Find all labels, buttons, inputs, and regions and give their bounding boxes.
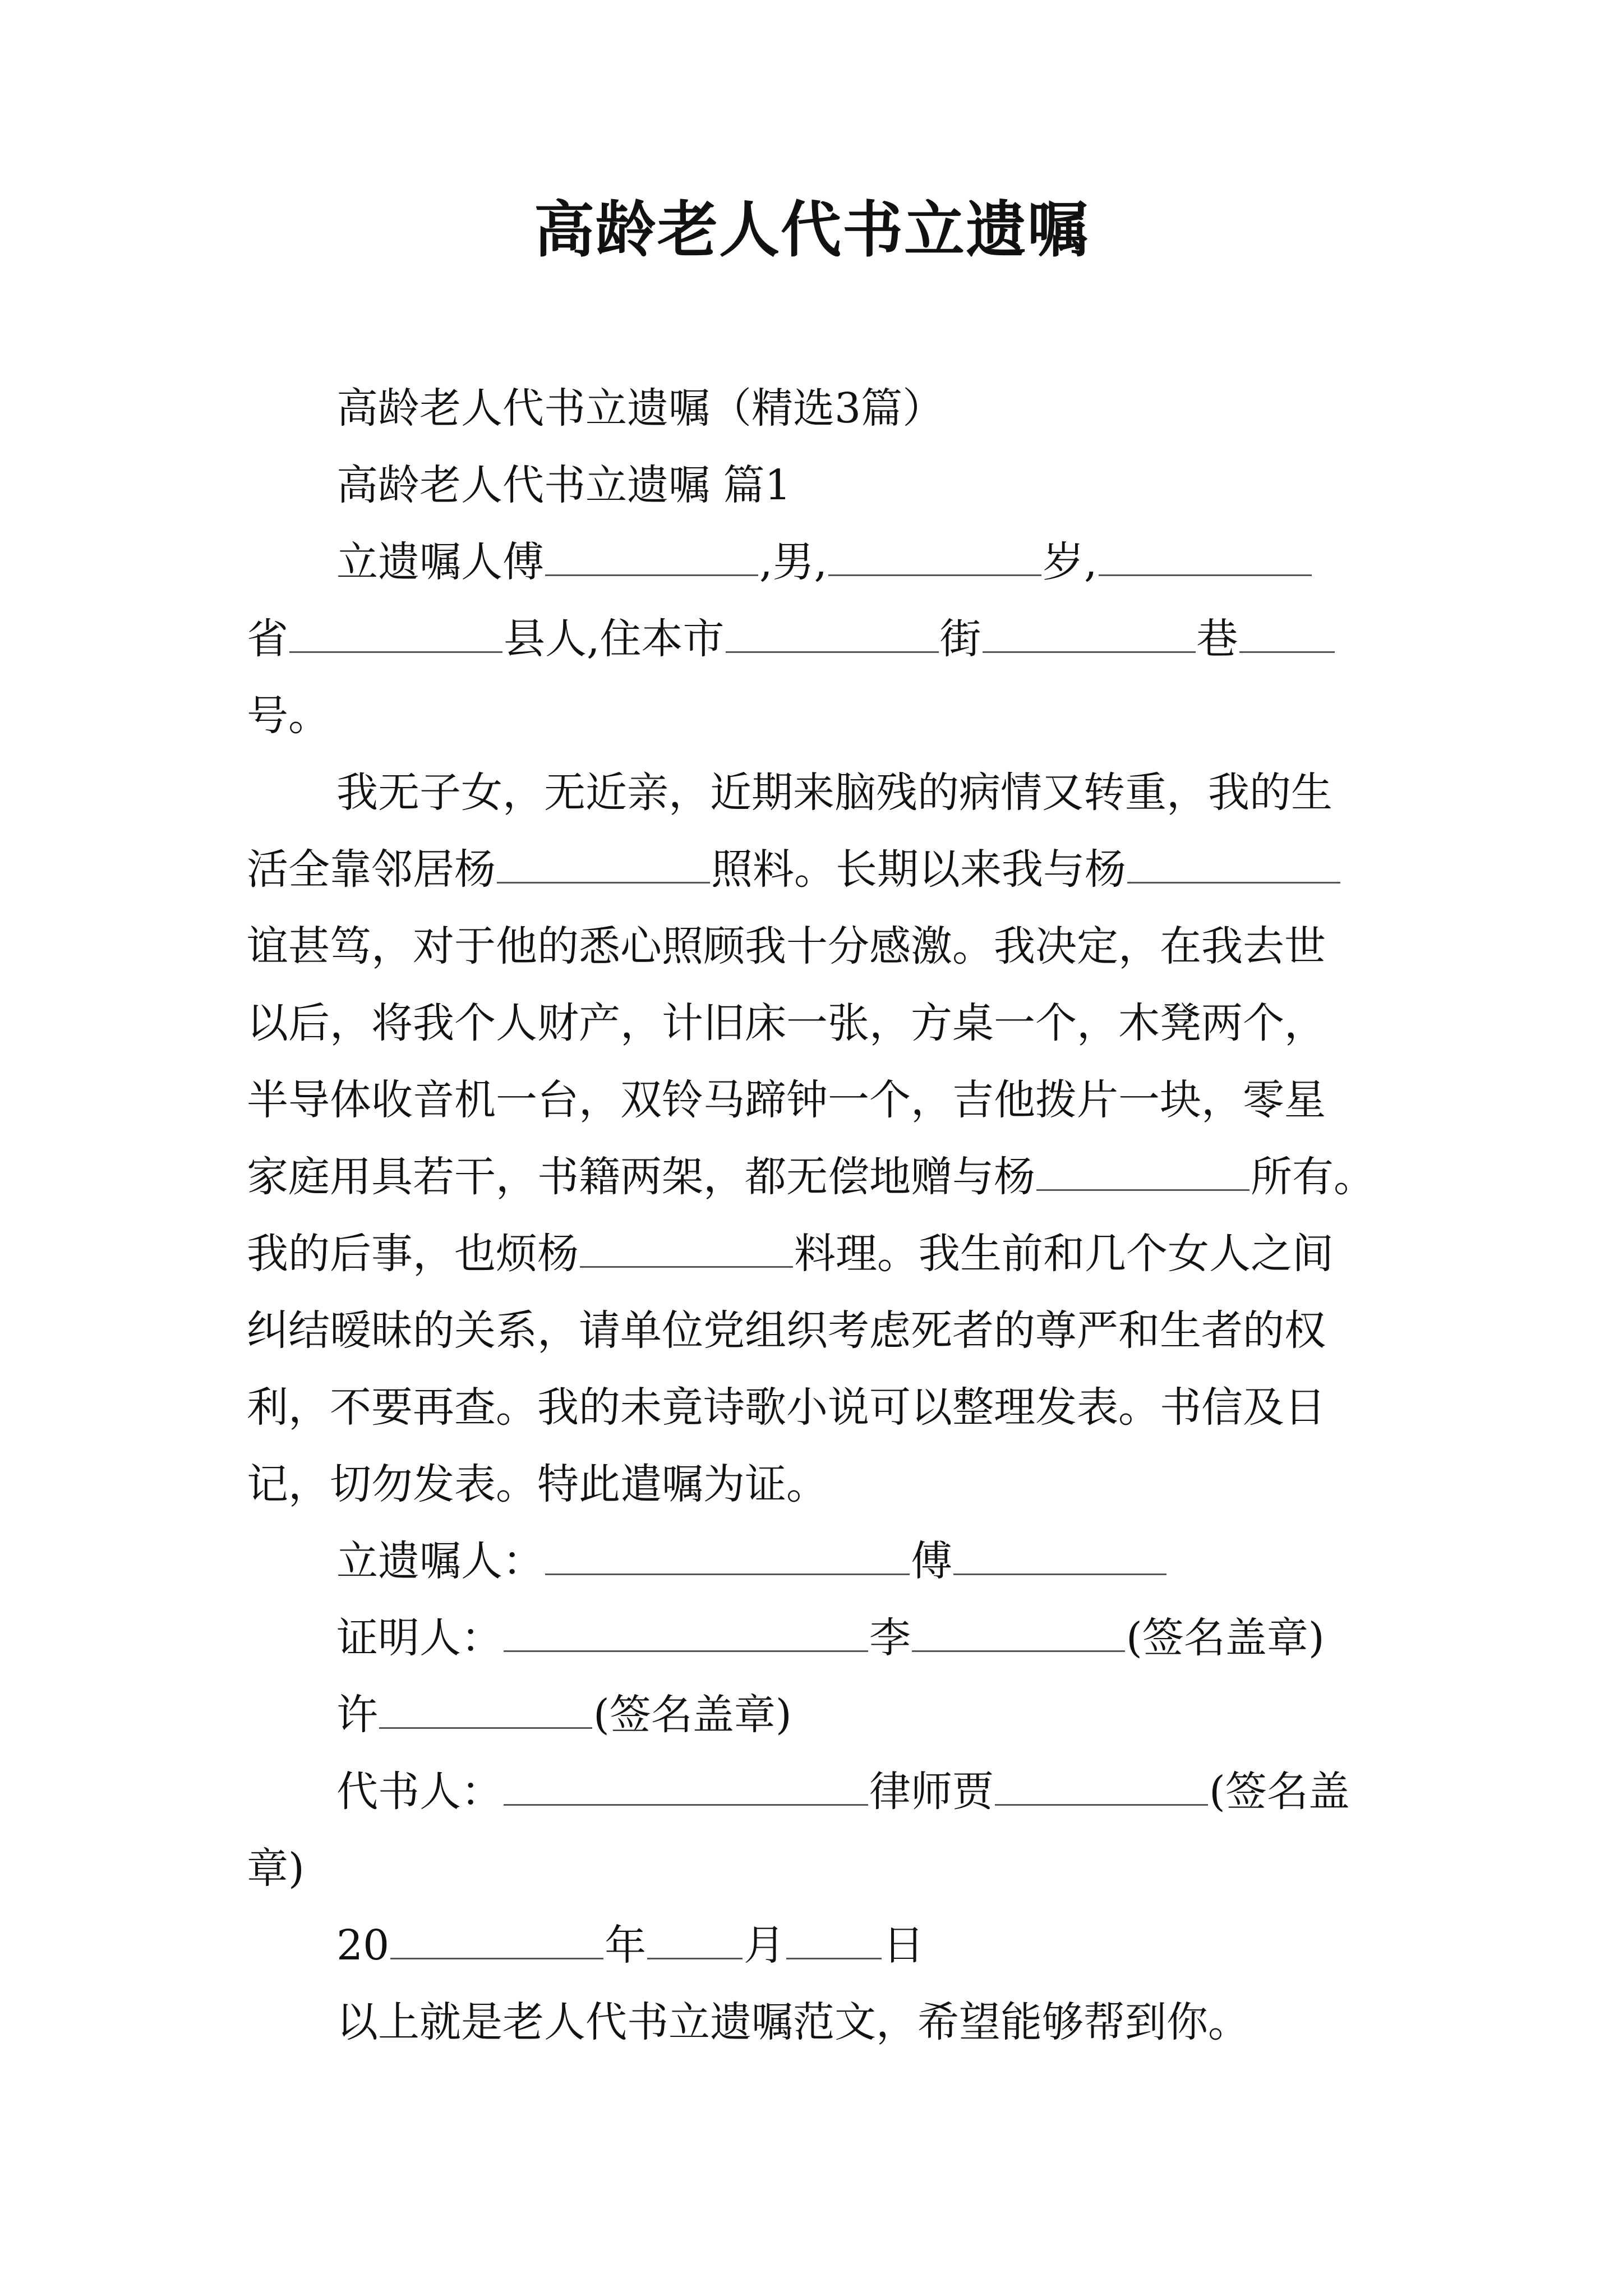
paragraph-line	[247, 1216, 1391, 1292]
scribe-seal-continuation: 章)	[247, 1844, 305, 1893]
text-segment: 照料。长期以来我与杨	[711, 845, 1126, 894]
text-segment: 立遗嘱人：	[336, 1537, 544, 1585]
text-segment: 巷	[1196, 615, 1238, 663]
fill-blank	[828, 544, 1041, 577]
fill-blank	[504, 1619, 868, 1653]
paragraph-line	[247, 1139, 1391, 1216]
date-line	[247, 1907, 1391, 1984]
fill-blank	[545, 544, 758, 577]
fill-blank	[1127, 851, 1340, 884]
text-segment: 日	[883, 1921, 925, 1970]
text-segment: 街	[939, 615, 981, 663]
header-line-1	[247, 524, 1391, 601]
fill-blank	[995, 1773, 1208, 1806]
text-segment: 料理。我生前和几个女人之间	[794, 1230, 1334, 1278]
fill-blank	[1239, 620, 1335, 654]
fill-blank	[953, 1543, 1166, 1576]
witness-signature-line	[247, 1600, 1391, 1677]
text-segment: 立遗嘱人傅	[336, 538, 544, 586]
paragraph-line: 半导体收音机一台，双铃马蹄钟一个，吉他拨片一块，零星	[247, 1076, 1326, 1124]
paragraph-line: 我无子女，无近亲，近期来脑残的病情又转重，我的生	[336, 769, 1332, 817]
fill-blank	[1036, 1158, 1249, 1191]
text-segment: 代书人：	[336, 1768, 502, 1816]
paragraph-line: 谊甚笃，对于他的悉心照顾我十分感激。我决定，在我去世	[247, 922, 1326, 970]
text-segment: 李	[869, 1614, 911, 1662]
paragraph-line	[247, 831, 1391, 908]
fill-blank	[379, 1696, 592, 1729]
text-segment: ,男,	[759, 538, 828, 586]
section-heading: 高龄老人代书立遗嘱 篇1	[336, 461, 791, 509]
text-segment: 家庭用具若干，书籍两架，都无偿地赠与杨	[247, 1153, 1035, 1201]
text-segment: 许	[336, 1691, 378, 1739]
closing-line: 以上就是老人代书立遗嘱范文，希望能够帮到你。	[336, 1998, 1249, 2046]
fill-blank	[580, 1235, 793, 1268]
text-segment: (签名盖	[1209, 1768, 1350, 1816]
fill-blank	[912, 1619, 1125, 1653]
testator-signature-line	[247, 1523, 1391, 1600]
text-segment: 傅	[911, 1537, 952, 1585]
witness2-signature-line	[247, 1677, 1391, 1754]
document-title: 高龄老人代书立遗嘱	[533, 195, 1089, 265]
header-line-2	[247, 601, 1391, 678]
text-segment: 律师贾	[869, 1768, 994, 1816]
text-segment: 年	[605, 1921, 647, 1970]
paragraph-line: 利，不要再查。我的未竟诗歌小说可以整理发表。书信及日	[247, 1383, 1326, 1432]
fill-blank	[983, 620, 1196, 654]
paragraph-line: 记，切勿发表。特此遣嘱为证。	[247, 1460, 828, 1508]
text-segment: 所有。	[1251, 1153, 1375, 1201]
text-segment: 活全靠邻居杨	[247, 845, 496, 894]
paragraph-line: 以后，将我个人财产，计旧床一张，方桌一个，木凳两个，	[247, 999, 1326, 1047]
fill-blank	[497, 851, 710, 884]
fill-blank	[647, 1927, 743, 1960]
fill-blank	[545, 1543, 910, 1576]
text-segment: 省	[247, 615, 288, 663]
fill-blank	[1099, 544, 1312, 577]
text-segment: 月	[744, 1921, 786, 1970]
text-segment: (签名盖章)	[1126, 1614, 1325, 1662]
fill-blank	[726, 620, 939, 654]
text-segment: 我的后事，也烦杨	[247, 1230, 579, 1278]
fill-blank	[786, 1927, 882, 1960]
header-line-3: 号。	[247, 692, 330, 740]
scribe-signature-line	[247, 1754, 1391, 1830]
text-segment: 县人,住本市	[504, 615, 725, 663]
text-segment: 20	[336, 1921, 390, 1970]
paragraph-line: 纠结暧昧的关系，请单位党组织考虑死者的尊严和生者的权	[247, 1306, 1326, 1355]
text-segment: (签名盖章)	[593, 1691, 792, 1739]
fill-blank	[504, 1773, 868, 1806]
text-segment: 岁,	[1043, 538, 1098, 586]
fill-blank	[390, 1927, 603, 1960]
document-body	[247, 370, 1391, 2061]
text-segment: 证明人：	[336, 1614, 502, 1662]
fill-blank	[289, 620, 502, 654]
subtitle: 高龄老人代书立遗嘱（精选3篇）	[336, 384, 944, 432]
